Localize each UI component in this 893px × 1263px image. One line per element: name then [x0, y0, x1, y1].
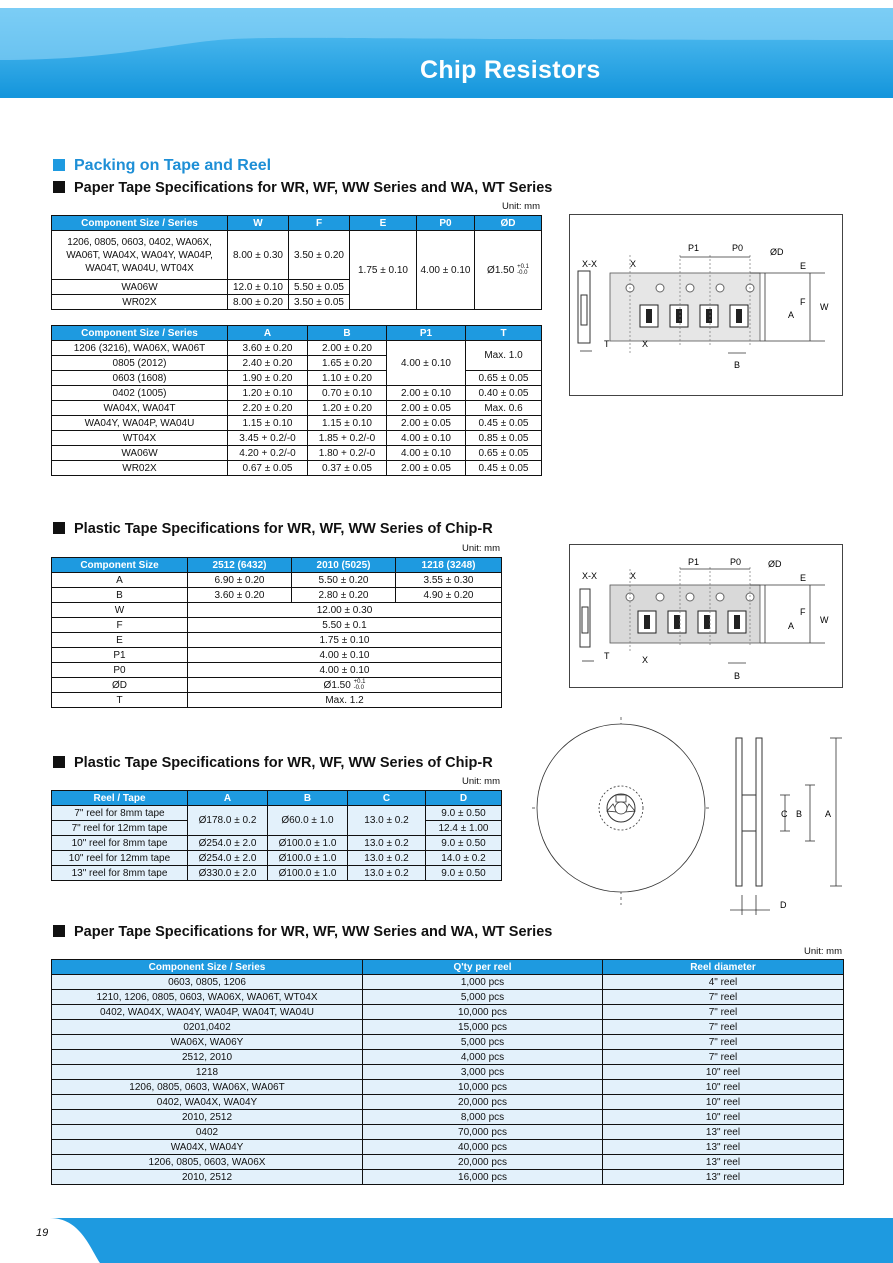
table-row [52, 341, 542, 356]
table-cell: 9.0 ± 0.50 [426, 866, 502, 881]
table-row [52, 573, 502, 588]
table-row [52, 1125, 844, 1140]
table-cell: 1.85 + 0.2/-0 [308, 431, 387, 446]
od-tol-minus: -0.0 [517, 269, 528, 276]
table-cell: WA04X, WA04T [52, 401, 228, 416]
table-cell: 4.00 ± 0.10 [387, 446, 466, 461]
table-cell: 1.75 ± 0.10 [350, 231, 417, 310]
table-row [52, 1080, 844, 1095]
table-cell: WA06X, WA06Y [52, 1035, 363, 1050]
table-cell: 7" reel [603, 1020, 844, 1035]
table-cell: 70,000 pcs [363, 1125, 603, 1140]
table-cell: 2.00 ± 0.05 [387, 401, 466, 416]
od-tol-plus: +0.1 [517, 263, 529, 270]
table-cell: 3,000 pcs [363, 1065, 603, 1080]
table-cell: 0.70 ± 0.10 [308, 386, 387, 401]
table-cell: F [52, 618, 188, 633]
table-cell: 13.0 ± 0.2 [348, 806, 426, 836]
table-cell: 10" reel for 12mm tape [52, 851, 188, 866]
table-cell: 7" reel [603, 1005, 844, 1020]
table-cell: 2.40 ± 0.20 [228, 356, 308, 371]
table-cell: 0402, WA04X, WA04Y [52, 1095, 363, 1110]
label-od: ØD [768, 559, 782, 569]
table-row [52, 371, 542, 386]
table-cell: 4.20 + 0.2/-0 [228, 446, 308, 461]
table-cell: 1.15 ± 0.10 [308, 416, 387, 431]
col-header: 1218 (3248) [396, 558, 502, 573]
table-cell: 0.45 ± 0.05 [466, 416, 542, 431]
table-row [52, 975, 844, 990]
black-square-icon [53, 181, 65, 193]
table-row [52, 231, 542, 280]
label-x-bottom: X [642, 339, 649, 349]
table-cell: 4,000 pcs [363, 1050, 603, 1065]
table-cell: 12.00 ± 0.30 [188, 603, 502, 618]
table-row [52, 588, 502, 603]
label-b: B [796, 809, 803, 819]
table5-unit: Unit: mm [804, 946, 842, 957]
table-cell: P1 [52, 648, 188, 663]
table-cell: 12.4 ± 1.00 [426, 821, 502, 836]
table-cell: 5.50 ± 0.20 [292, 573, 396, 588]
table-cell: 2.00 ± 0.20 [308, 341, 387, 356]
col-header: P1 [387, 326, 466, 341]
table-cell: 0.37 ± 0.05 [308, 461, 387, 476]
table-cell: WA06W [52, 280, 228, 295]
table-cell: 7" reel for 8mm tape [52, 806, 188, 821]
label-e: E [800, 573, 807, 583]
table-cell: 7" reel [603, 990, 844, 1005]
section-title-text: Packing on Tape and Reel [74, 157, 272, 174]
reel-diagram [530, 715, 850, 920]
table-row [52, 603, 502, 618]
tape-diagram-1 [569, 214, 843, 396]
table-cell: 8.00 ± 0.30 [228, 231, 289, 280]
table-cell: 2.00 ± 0.05 [387, 416, 466, 431]
tape-diagram-2-drawing [570, 545, 842, 687]
col-header: 2512 (6432) [188, 558, 292, 573]
table-cell: 1210, 1206, 0805, 0603, WA06X, WA06T, WT04X [52, 990, 363, 1005]
table-cell: 0.45 ± 0.05 [466, 461, 542, 476]
table-cell: Ø100.0 ± 1.0 [268, 836, 348, 851]
table-cell: 13" reel [603, 1125, 844, 1140]
label-f: F [800, 607, 806, 617]
od-tolerance [517, 264, 529, 276]
table-cell: 0402, WA04X, WA04Y, WA04P, WA04T, WA04U [52, 1005, 363, 1020]
table-cell: 4.00 ± 0.10 [387, 341, 466, 386]
table-cell: 7" reel [603, 1050, 844, 1065]
table-cell: 13" reel [603, 1170, 844, 1185]
label-p1: P1 [688, 243, 700, 253]
table-row [52, 678, 502, 693]
table-cell: 3.60 ± 0.20 [188, 588, 292, 603]
label-a: A [788, 310, 795, 320]
table-cell: 40,000 pcs [363, 1140, 603, 1155]
table-cell: Ø254.0 ± 2.0 [188, 836, 268, 851]
table-cell: 2512, 2010 [52, 1050, 363, 1065]
col-header: A [188, 791, 268, 806]
table-cell: 3.50 ± 0.20 [289, 231, 350, 280]
col-header: ØD [475, 216, 542, 231]
table-cell: 2.80 ± 0.20 [292, 588, 396, 603]
col-header: W [228, 216, 289, 231]
table5-subtitle-text: Paper Tape Specifications for WR, WF, WW Series and WA, WT Series [74, 924, 553, 940]
table-cell: 0201,0402 [52, 1020, 363, 1035]
table-cell: 9.0 ± 0.50 [426, 836, 502, 851]
label-w: W [820, 615, 829, 625]
table-cell: 1.20 ± 0.10 [228, 386, 308, 401]
table-cell: 5,000 pcs [363, 990, 603, 1005]
col-header: Reel diameter [603, 960, 844, 975]
table-cell: 1.80 + 0.2/-0 [308, 446, 387, 461]
table-cell: 1206, 0805, 0603, WA06X [52, 1155, 363, 1170]
table-cell: WA06W [52, 446, 228, 461]
label-x: X [630, 571, 637, 581]
table-cell: 1.20 ± 0.20 [308, 401, 387, 416]
reel-table [51, 790, 502, 881]
table-cell: 10,000 pcs [363, 1080, 603, 1095]
table5-subtitle [53, 924, 552, 940]
table-cell: 13.0 ± 0.2 [348, 866, 426, 881]
col-header: B [268, 791, 348, 806]
table-cell: 4.00 ± 0.10 [188, 663, 502, 678]
table-cell: 4.00 ± 0.10 [417, 231, 475, 310]
table-cell: 8.00 ± 0.20 [228, 295, 289, 310]
table-cell: 10" reel [603, 1080, 844, 1095]
col-header: D [426, 791, 502, 806]
table-row [52, 851, 502, 866]
table3-subtitle-text: Plastic Tape Specifications for WR, WF, WW Series of Chip-R [74, 521, 493, 537]
table-row [52, 618, 502, 633]
table-row [52, 386, 542, 401]
table-cell: 3.50 ± 0.05 [289, 295, 350, 310]
label-p0: P0 [730, 557, 742, 567]
table-cell: 4.00 ± 0.10 [188, 648, 502, 663]
label-b: B [734, 671, 741, 681]
table-cell [188, 678, 502, 693]
od-value: Ø1.50 [323, 679, 351, 691]
col-header: A [228, 326, 308, 341]
table-row [52, 633, 502, 648]
table-cell: 1206, 0805, 0603, 0402, WA06X, WA06T, WA04X, WA04Y, WA04P, WA04T, WA04U, WT04X [52, 231, 228, 280]
table-row [52, 431, 542, 446]
black-square-icon [53, 522, 65, 534]
footer-banner [0, 1218, 893, 1263]
table-row [52, 1065, 844, 1080]
qty-per-reel-table [51, 959, 844, 1185]
table-cell: 15,000 pcs [363, 1020, 603, 1035]
table-cell: Ø330.0 ± 2.0 [188, 866, 268, 881]
label-a: A [788, 621, 795, 631]
table-cell: 10" reel [603, 1095, 844, 1110]
table-cell: Ø254.0 ± 2.0 [188, 851, 268, 866]
table-cell: P0 [52, 663, 188, 678]
table-cell: 9.0 ± 0.50 [426, 806, 502, 821]
col-header: Component Size / Series [52, 960, 363, 975]
table-cell: 20,000 pcs [363, 1095, 603, 1110]
table-cell: 0.40 ± 0.05 [466, 386, 542, 401]
table-cell: 4.90 ± 0.20 [396, 588, 502, 603]
table-cell: 0402 [52, 1125, 363, 1140]
qty-table-body [52, 975, 844, 1185]
tape-diagram-1-drawing [570, 215, 842, 395]
table-cell: 1.75 ± 0.10 [188, 633, 502, 648]
table-cell: W [52, 603, 188, 618]
table3-subtitle [53, 521, 493, 537]
table-cell: 0.67 ± 0.05 [228, 461, 308, 476]
col-header: Component Size / Series [52, 326, 228, 341]
table-cell: 16,000 pcs [363, 1170, 603, 1185]
table-cell: 13" reel [603, 1140, 844, 1155]
table-cell: 7" reel [603, 1035, 844, 1050]
label-x: X [630, 259, 637, 269]
page-number: 19 [36, 1227, 49, 1239]
table-cell: 1206, 0805, 0603, WA06X, WA06T [52, 1080, 363, 1095]
table-row [52, 416, 542, 431]
table-cell: 1,000 pcs [363, 975, 603, 990]
col-header: B [308, 326, 387, 341]
table1-subtitle [53, 180, 552, 196]
label-t: T [604, 339, 610, 349]
paper-tape-table-1 [51, 215, 542, 310]
col-header: Component Size / Series [52, 216, 228, 231]
section-title [53, 157, 271, 175]
table-cell: 20,000 pcs [363, 1155, 603, 1170]
table-row [52, 1035, 844, 1050]
table-cell: 2.00 ± 0.05 [387, 461, 466, 476]
black-square-icon [53, 756, 65, 768]
label-f: F [800, 297, 806, 307]
table-cell: Ø60.0 ± 1.0 [268, 806, 348, 836]
table-cell: 13.0 ± 0.2 [348, 851, 426, 866]
table-cell: 1.90 ± 0.20 [228, 371, 308, 386]
col-header: C [348, 791, 426, 806]
table-row [52, 1095, 844, 1110]
table-cell: 13" reel for 8mm tape [52, 866, 188, 881]
table-row [52, 446, 542, 461]
table-cell: Max. 1.2 [188, 693, 502, 708]
table-cell: 3.60 ± 0.20 [228, 341, 308, 356]
col-header: 2010 (5025) [292, 558, 396, 573]
table4-unit: Unit: mm [462, 776, 500, 787]
table-cell: 7" reel for 12mm tape [52, 821, 188, 836]
table-row [52, 461, 542, 476]
table-cell: WR02X [52, 461, 228, 476]
table-cell: 0805 (2012) [52, 356, 228, 371]
table-cell: 5.50 ± 0.05 [289, 280, 350, 295]
label-w: W [820, 302, 829, 312]
table-cell: 0603, 0805, 1206 [52, 975, 363, 990]
table-row [52, 1005, 844, 1020]
label-x-bottom: X [642, 655, 649, 665]
paper-tape-table-2 [51, 325, 542, 476]
table-cell: 2010, 2512 [52, 1170, 363, 1185]
label-p0: P0 [732, 243, 744, 253]
col-header: E [350, 216, 417, 231]
table1-unit: Unit: mm [502, 201, 540, 212]
table-cell: 10" reel for 8mm tape [52, 836, 188, 851]
label-a: A [825, 809, 832, 819]
col-header: P0 [417, 216, 475, 231]
table-cell: Ø100.0 ± 1.0 [268, 866, 348, 881]
table4-subtitle-text: Plastic Tape Specifications for WR, WF, WW Series of Chip-R [74, 755, 493, 771]
table-cell: 3.45 + 0.2/-0 [228, 431, 308, 446]
table-cell: Max. 1.0 [466, 341, 542, 371]
table-cell: 0603 (1608) [52, 371, 228, 386]
blue-square-icon [53, 159, 65, 171]
label-t: T [604, 651, 610, 661]
table-cell: 0402 (1005) [52, 386, 228, 401]
website-url: www.passivecomponent.com [665, 99, 842, 110]
table-cell: WA04Y, WA04P, WA04U [52, 416, 228, 431]
table1-subtitle-text: Paper Tape Specifications for WR, WF, WW Series and WA, WT Series [74, 180, 553, 196]
table-cell: 1206 (3216), WA06X, WA06T [52, 341, 228, 356]
table-row [52, 663, 502, 678]
col-header: Q'ty per reel [363, 960, 603, 975]
table-row [52, 1110, 844, 1125]
table-cell: 10" reel [603, 1110, 844, 1125]
table-cell: 1.10 ± 0.20 [308, 371, 387, 386]
label-e: E [800, 261, 807, 271]
table-row [52, 1020, 844, 1035]
table-row [52, 401, 542, 416]
label-od: ØD [770, 247, 784, 257]
od-tol-minus: -0.0 [353, 684, 364, 691]
table-cell: 0.65 ± 0.05 [466, 371, 542, 386]
table-cell: A [52, 573, 188, 588]
table-cell: 2.20 ± 0.20 [228, 401, 308, 416]
page-title: Chip Resistors [420, 56, 601, 84]
table-cell: 1.15 ± 0.10 [228, 416, 308, 431]
table-cell: 13" reel [603, 1155, 844, 1170]
table-cell: Ø100.0 ± 1.0 [268, 851, 348, 866]
table3-unit: Unit: mm [462, 543, 500, 554]
od-value: Ø1.50 [487, 264, 515, 276]
table-row [52, 1050, 844, 1065]
table-cell: WA04X, WA04Y [52, 1140, 363, 1155]
table-row [52, 866, 502, 881]
table-cell: 10" reel [603, 1065, 844, 1080]
table-cell: Ø178.0 ± 0.2 [188, 806, 268, 836]
table-cell: WT04X [52, 431, 228, 446]
table-cell: 0.85 ± 0.05 [466, 431, 542, 446]
table-cell: 4.00 ± 0.10 [387, 431, 466, 446]
table-cell: 2.00 ± 0.10 [387, 386, 466, 401]
table-row [52, 836, 502, 851]
table-cell: 5,000 pcs [363, 1035, 603, 1050]
table-cell: 5.50 ± 0.1 [188, 618, 502, 633]
col-header: T [466, 326, 542, 341]
label-p1: P1 [688, 557, 700, 567]
col-header: Component Size [52, 558, 188, 573]
table-cell: 4" reel [603, 975, 844, 990]
table-cell: B [52, 588, 188, 603]
table-cell: E [52, 633, 188, 648]
label-d: D [780, 900, 787, 910]
col-header: Reel / Tape [52, 791, 188, 806]
od-tolerance [354, 679, 366, 691]
table-cell: ØD [52, 678, 188, 693]
table-row [52, 806, 502, 821]
table-cell: 6.90 ± 0.20 [188, 573, 292, 588]
black-square-icon [53, 925, 65, 937]
label-b: B [734, 360, 741, 370]
label-c: C [781, 809, 788, 819]
label-x-x: X-X [582, 259, 598, 269]
table-cell: 1.65 ± 0.20 [308, 356, 387, 371]
table-cell: WR02X [52, 295, 228, 310]
table-cell: 10,000 pcs [363, 1005, 603, 1020]
table-row [52, 1140, 844, 1155]
table-cell: Max. 0.6 [466, 401, 542, 416]
col-header: F [289, 216, 350, 231]
label-x-x: X-X [582, 571, 598, 581]
table-cell: 2010, 2512 [52, 1110, 363, 1125]
table-cell [475, 231, 542, 310]
table-row [52, 1170, 844, 1185]
table-cell: 14.0 ± 0.2 [426, 851, 502, 866]
od-tol-plus: +0.1 [353, 678, 366, 685]
table-row [52, 990, 844, 1005]
table4-subtitle [53, 755, 493, 771]
table-row [52, 1155, 844, 1170]
table-cell: 13.0 ± 0.2 [348, 836, 426, 851]
table-cell: 0.65 ± 0.05 [466, 446, 542, 461]
table-row [52, 648, 502, 663]
tape-diagram-2 [569, 544, 843, 688]
header-banner [0, 0, 893, 110]
table-cell: 12.0 ± 0.10 [228, 280, 289, 295]
table-cell: 8,000 pcs [363, 1110, 603, 1125]
table-cell: 1218 [52, 1065, 363, 1080]
plastic-tape-table [51, 557, 502, 708]
table-row [52, 693, 502, 708]
table-cell: 3.55 ± 0.30 [396, 573, 502, 588]
table-cell: T [52, 693, 188, 708]
